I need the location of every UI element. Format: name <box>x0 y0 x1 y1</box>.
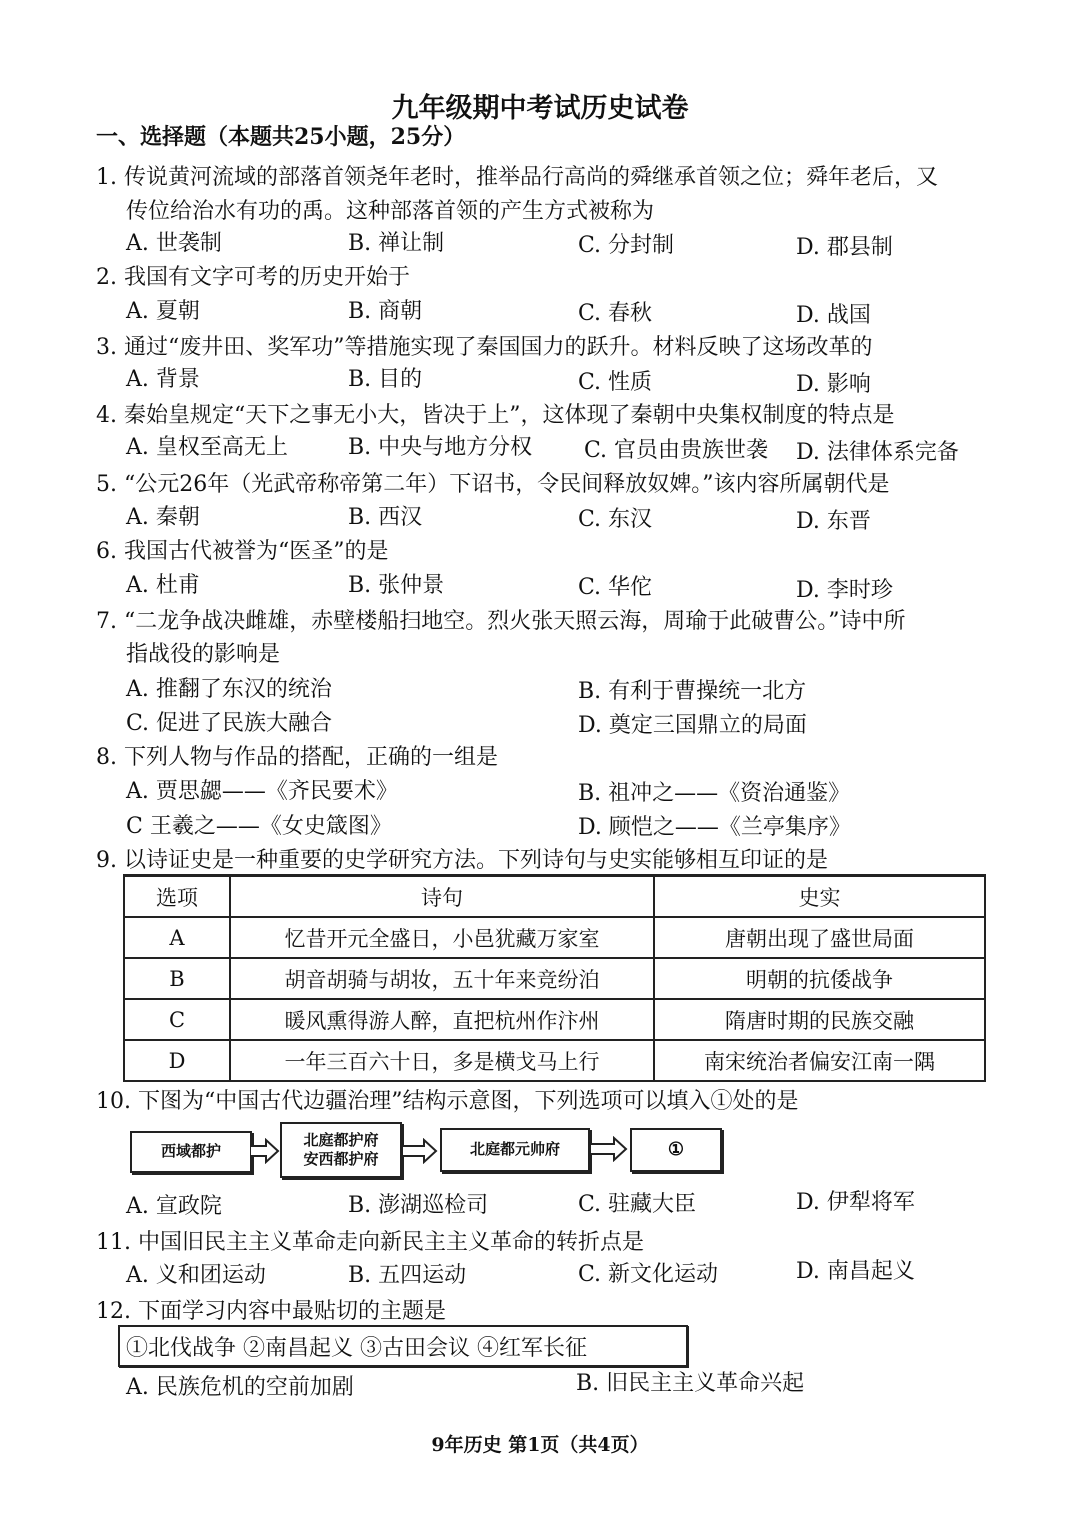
table-cell: 明朝的抗倭战争 <box>654 958 985 999</box>
flow-box-xiyu-duhu <box>130 1131 252 1173</box>
q2-option-a: A. 夏朝 <box>126 299 200 324</box>
q1-option-a: A. 世袭制 <box>126 231 222 256</box>
q2-option-c: C. 春秋 <box>578 301 653 326</box>
table-cell: C <box>124 999 230 1040</box>
q6-option-b: B. 张仲景 <box>348 573 445 598</box>
q6-option-d: D. 李时珍 <box>796 578 893 603</box>
q11-option-b: B. 五四运动 <box>348 1263 467 1288</box>
table-cell: D <box>124 1040 230 1081</box>
section-heading: 一、选择题（本题共25小题，25分） <box>96 124 466 150</box>
table-cell: 暖风熏得游人醉，直把杭州作汴州 <box>230 999 654 1040</box>
question-4-stem: 4. 秦始皇规定“天下之事无小大，皆决于上”，这体现了秦朝中央集权制度的特点是 <box>96 403 895 428</box>
question-10-stem: 10. 下图为“中国古代边疆治理”结构示意图，下列选项可以填入①处的是 <box>96 1089 799 1114</box>
q5-option-c: C. 东汉 <box>578 507 653 532</box>
table-cell: A <box>124 917 230 958</box>
q10-option-d: D. 伊犁将军 <box>796 1190 915 1215</box>
table-header-cell: 诗句 <box>230 876 654 918</box>
q12-option-b: B. 旧民主主义革命兴起 <box>576 1371 805 1396</box>
q3-option-c: C. 性质 <box>578 370 653 395</box>
q4-option-a: A. 皇权至高无上 <box>126 435 288 460</box>
table-cell: 南宋统治者偏安江南一隅 <box>654 1040 985 1081</box>
q6-option-c: C. 华佗 <box>578 575 653 600</box>
q10-option-c: C. 驻藏大臣 <box>578 1192 697 1217</box>
flow-box-label: 西域都护 <box>160 1142 221 1161</box>
q10-option-a: A. 宣政院 <box>126 1194 222 1219</box>
table-row <box>124 958 985 999</box>
q12-material-text: ①北伐战争 ②南昌起义 ③古田会议 ④红军长征 <box>126 1335 587 1361</box>
q7-option-d: D. 奠定三国鼎立的局面 <box>578 713 807 738</box>
q4-option-c: C. 官员由贵族世袭 <box>584 438 769 463</box>
question-7-stem-cont: 指战役的影响是 <box>126 642 281 667</box>
table-cell: 胡音胡骑与胡妆，五十年来竞纷泊 <box>230 958 654 999</box>
table-cell: 忆昔开元全盛日，小邑犹藏万家室 <box>230 917 654 958</box>
q11-option-d: D. 南昌起义 <box>796 1259 915 1284</box>
table-cell: 一年三百六十日，多是横戈马上行 <box>230 1040 654 1081</box>
q7-option-b: B. 有利于曹操统一北方 <box>578 679 807 704</box>
question-1-stem-cont: 传位给治水有功的禹。这种部落首领的产生方式被称为 <box>126 199 655 224</box>
q3-option-d: D. 影响 <box>796 372 871 397</box>
q1-option-d: D. 郡县制 <box>796 235 893 260</box>
flow-arrow-icon <box>590 1136 628 1162</box>
q12-material-box <box>118 1325 688 1367</box>
q1-option-c: C. 分封制 <box>578 233 675 258</box>
flow-box-beiting-yuanshuai <box>440 1128 590 1172</box>
q8-option-a: A. 贾思勰——《齐民要术》 <box>126 779 398 804</box>
question-1-stem: 1. 传说黄河流域的部落首领尧年老时，推举品行高尚的舜继承首领之位；舜年老后，又 <box>96 165 938 190</box>
question-6-stem: 6. 我国古代被誉为“医圣”的是 <box>96 539 389 564</box>
question-11-stem: 11. 中国旧民主主义革命走向新民主主义革命的转折点是 <box>96 1230 644 1255</box>
q8-option-c: C 王羲之——《女史箴图》 <box>126 814 392 839</box>
table-header-row <box>124 876 985 918</box>
q7-option-c: C. 促进了民族大融合 <box>126 711 333 736</box>
table-header-cell: 史实 <box>654 876 985 918</box>
table-row <box>124 917 985 958</box>
q4-option-d: D. 法律体系完备 <box>796 440 959 465</box>
question-7-stem: 7. “二龙争战决雌雄，赤壁楼船扫地空。烈火张天照云海，周瑜于此破曹公。”诗中所 <box>96 609 906 634</box>
question-9-stem: 9. 以诗证史是一种重要的史学研究方法。下列诗句与史实能够相互印证的是 <box>96 848 828 873</box>
question-5-stem: 5. “公元26年（光武帝称帝第二年）下诏书，令民间释放奴婢。”该内容所属朝代是 <box>96 472 890 497</box>
flow-box-label: 北庭都护府 <box>303 1130 379 1149</box>
flow-arrow-icon <box>250 1138 280 1164</box>
table-header-cell: 选项 <box>124 876 230 918</box>
q10-option-b: B. 澎湖巡检司 <box>348 1193 489 1218</box>
flow-arrow-icon <box>402 1138 438 1164</box>
question-2-stem: 2. 我国有文字可考的历史开始于 <box>96 265 410 290</box>
q8-option-b: B. 祖冲之——《资治通鉴》 <box>578 781 851 806</box>
q4-option-b: B. 中央与地方分权 <box>348 435 533 460</box>
table-row <box>124 999 985 1040</box>
q12-option-a: A. 民族危机的空前加剧 <box>126 1375 354 1400</box>
table-row <box>124 1040 985 1081</box>
q7-option-a: A. 推翻了东汉的统治 <box>126 677 332 702</box>
q5-option-d: D. 东晋 <box>796 509 871 534</box>
q6-option-a: A. 杜甫 <box>126 573 200 598</box>
table-cell: B <box>124 958 230 999</box>
flow-box-beiting-anxi <box>280 1122 402 1178</box>
table-cell: 唐朝出现了盛世局面 <box>654 917 985 958</box>
question-8-stem: 8. 下列人物与作品的搭配，正确的一组是 <box>96 745 498 770</box>
flow-box-label: 北庭都元帅府 <box>469 1140 560 1159</box>
q5-option-b: B. 西汉 <box>348 505 423 530</box>
flow-box-label: ① <box>667 1139 685 1161</box>
poem-history-table <box>123 874 986 1082</box>
table-cell: 隋唐时期的民族交融 <box>654 999 985 1040</box>
q3-option-a: A. 背景 <box>126 367 200 392</box>
flow-box-blank <box>630 1128 722 1172</box>
page-footer: 9年历史 第1页（共4页） <box>431 1434 649 1456</box>
question-12-stem: 12. 下面学习内容中最贴切的主题是 <box>96 1299 446 1324</box>
q2-option-b: B. 商朝 <box>348 299 423 324</box>
q2-option-d: D. 战国 <box>796 303 871 328</box>
q1-option-b: B. 禅让制 <box>348 231 445 256</box>
q3-option-b: B. 目的 <box>348 367 423 392</box>
q8-option-d: D. 顾恺之——《兰亭集序》 <box>578 815 851 840</box>
flow-box-label: 安西都护府 <box>303 1150 379 1168</box>
page-title: 九年级期中考试历史试卷 <box>391 93 689 124</box>
q11-option-c: C. 新文化运动 <box>578 1262 719 1287</box>
q11-option-a: A. 义和团运动 <box>126 1263 266 1288</box>
q5-option-a: A. 秦朝 <box>126 505 200 530</box>
question-3-stem: 3. 通过“废井田、奖军功”等措施实现了秦国国力的跃升。材料反映了这场改革的 <box>96 335 873 360</box>
